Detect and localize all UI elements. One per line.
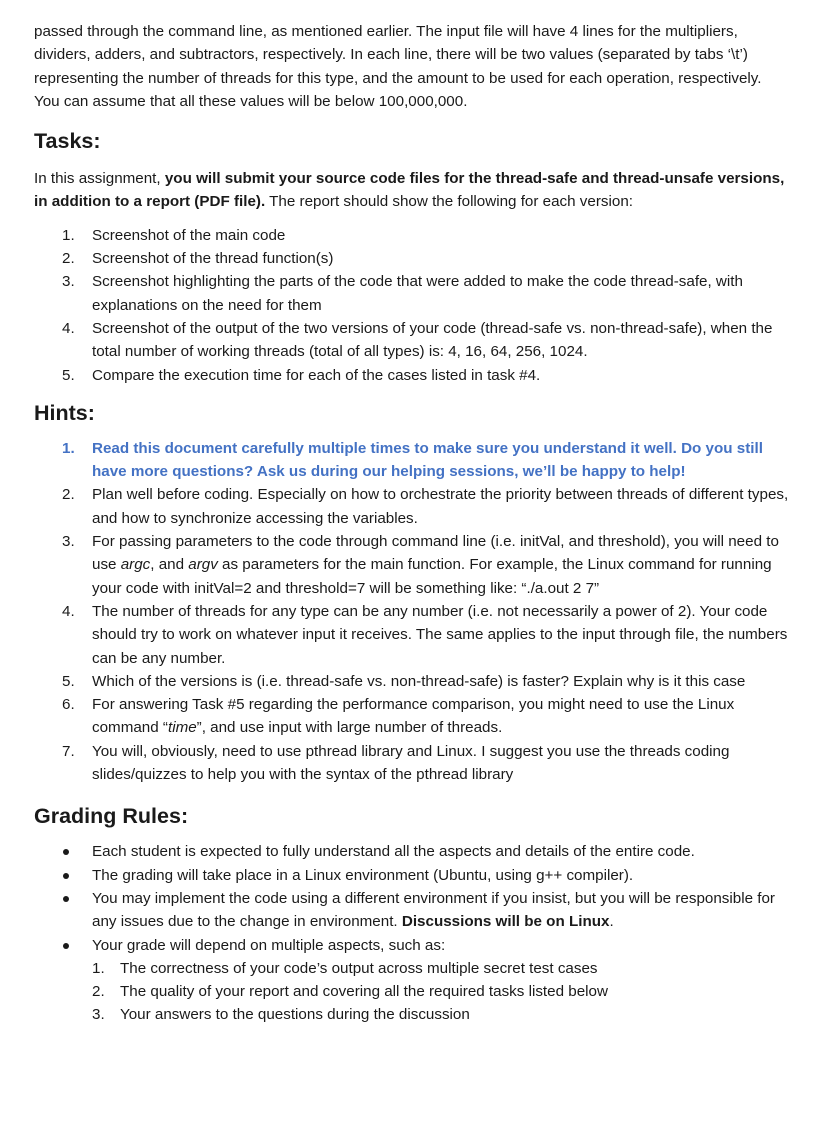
bullet-icon xyxy=(63,873,69,879)
hint-item xyxy=(34,483,790,530)
task-item xyxy=(34,247,790,270)
sub-text: Your answers to the questions during the discussion xyxy=(120,1006,470,1024)
hints-heading: Hints: xyxy=(34,400,95,425)
task-text: Screenshot highlighting the parts of the code that were added to make the code thread-safe, with explanations on the need for them xyxy=(92,273,743,314)
hint-text-a: For passing parameters to the code through command line (i.e. initVal, and threshold), you will need to use xyxy=(92,533,779,574)
task-item xyxy=(34,317,790,364)
hint-item xyxy=(34,600,790,670)
argc-term: argc xyxy=(120,556,151,574)
hint-text: Which of the versions is (i.e. thread-safe vs. non-thread-safe) is faster? Explain why is it this case xyxy=(92,672,746,690)
grading-text-end: . xyxy=(609,913,614,931)
hint-text-b: , and xyxy=(150,556,189,574)
bullet-icon xyxy=(63,896,69,902)
grading-sublist xyxy=(92,957,790,1027)
task-text: Screenshot of the thread function(s) xyxy=(92,250,334,268)
task-number: 3. xyxy=(62,273,75,291)
hint-item xyxy=(34,670,790,693)
task-number: 5. xyxy=(62,366,75,384)
hint-number: 1. xyxy=(62,439,75,457)
hints-list xyxy=(34,437,790,786)
hint-number: 2. xyxy=(62,486,75,504)
sub-number: 3. xyxy=(92,1006,105,1024)
grading-text-a: You may implement the code using a different environment if you insist, but you will be responsible for any issues due to the change in environment. xyxy=(92,889,775,931)
task-item xyxy=(34,270,790,317)
grading-text: Your grade will depend on multiple aspects, such as: xyxy=(92,936,446,954)
tasks-intro-post: The report should show the following for each version: xyxy=(265,193,633,211)
hint-item xyxy=(34,693,790,740)
task-text: Compare the execution time for each of the cases listed in task #4. xyxy=(92,366,541,384)
grading-bullet-item xyxy=(34,864,790,887)
task-item xyxy=(34,224,790,247)
grading-bullet-item xyxy=(34,934,790,957)
hint-number: 3. xyxy=(62,533,75,551)
hint-number: 6. xyxy=(62,696,75,714)
sub-text: The quality of your report and covering all the required tasks listed below xyxy=(120,983,608,1001)
tasks-intro xyxy=(34,167,790,214)
hint-text: You will, obviously, need to use pthread library and Linux. I suggest you use the threads coding slides/quizzes to help you with the syntax of the pthread library xyxy=(92,742,730,784)
bullet-icon xyxy=(63,943,69,949)
intro-paragraph: passed through the command line, as mentioned earlier. The input file will have 4 lines for the multipliers, dividers, adders, and subtractors, respectively. In each line, there will be two values (separated by tabs ‘\t’) representing the number of threads for this type, and the amount to be used for each operation, respectively. You can assume that all these values will be below 100,000,000. xyxy=(34,23,762,110)
hint-text: The number of threads for any type can be any number (i.e. not necessarily a power of 2). Your code should try to work on whatever input it receives. The same applies to the input through file, the numbers can be any number. xyxy=(92,602,788,667)
tasks-list xyxy=(34,224,790,387)
grading-sub-item xyxy=(92,1003,790,1026)
task-item xyxy=(34,364,790,387)
task-text: Screenshot of the main code xyxy=(92,226,286,244)
hint-item xyxy=(34,740,790,787)
hint-text: Read this document carefully multiple times to make sure you understand it well. Do you still have more questions? Ask us during our helping sessions, we’ll be happy to help! xyxy=(92,439,763,481)
hint-text-a: For answering Task #5 regarding the performance comparison, you might need to use the Linux command “ xyxy=(92,696,735,737)
hint-text: Plan well before coding. Especially on how to orchestrate the priority between threads of different types, and how to synchronize accessing the variables. xyxy=(92,486,789,527)
grading-text-bold: Discussions will be on Linux xyxy=(401,913,610,931)
sub-text: The correctness of your code’s output across multiple secret test cases xyxy=(120,959,598,977)
task-number: 2. xyxy=(62,250,75,268)
sub-number: 2. xyxy=(92,983,105,1001)
tasks-heading: Tasks: xyxy=(34,129,101,154)
hint-item-highlighted xyxy=(34,437,790,484)
task-text: Screenshot of the output of the two versions of your code (thread-safe vs. non-thread-safe), when the total number of working threads (total of all types) is: 4, 16, 64, 256, 1024. xyxy=(92,319,773,361)
hint-text-c: as parameters for the main function. For example, the Linux command for running your code with initVal=2 and threshold=7 will be something like: “./a.out 2 7” xyxy=(92,556,772,597)
grading-heading: Grading Rules: xyxy=(34,804,189,829)
sub-number: 1. xyxy=(92,959,105,977)
grading-bullet-item xyxy=(34,887,790,934)
tasks-intro-bold: you will submit your source code files for the thread-safe and thread-unsafe versions, in addition to a report (PDF file). xyxy=(34,170,785,211)
task-number: 4. xyxy=(62,319,75,337)
task-number: 1. xyxy=(62,226,75,244)
grading-text: The grading will take place in a Linux environment (Ubuntu, using g++ compiler). xyxy=(92,866,634,884)
hint-text-b: ”, and use input with large number of threads. xyxy=(196,719,503,737)
grading-sub-item xyxy=(92,957,790,980)
hint-number: 7. xyxy=(62,742,75,760)
grading-text: Each student is expected to fully understand all the aspects and details of the entire code. xyxy=(92,843,695,861)
grading-bullet-item xyxy=(34,840,790,863)
hint-number: 5. xyxy=(62,672,75,690)
grading-sub-item xyxy=(92,980,790,1003)
argv-term: argv xyxy=(188,556,218,574)
time-command-term: time xyxy=(167,719,197,737)
tasks-intro-pre: In this assignment, xyxy=(34,170,165,188)
grading-list xyxy=(34,840,790,956)
hint-number: 4. xyxy=(62,602,75,620)
hint-item xyxy=(34,530,790,600)
bullet-icon xyxy=(63,849,69,855)
